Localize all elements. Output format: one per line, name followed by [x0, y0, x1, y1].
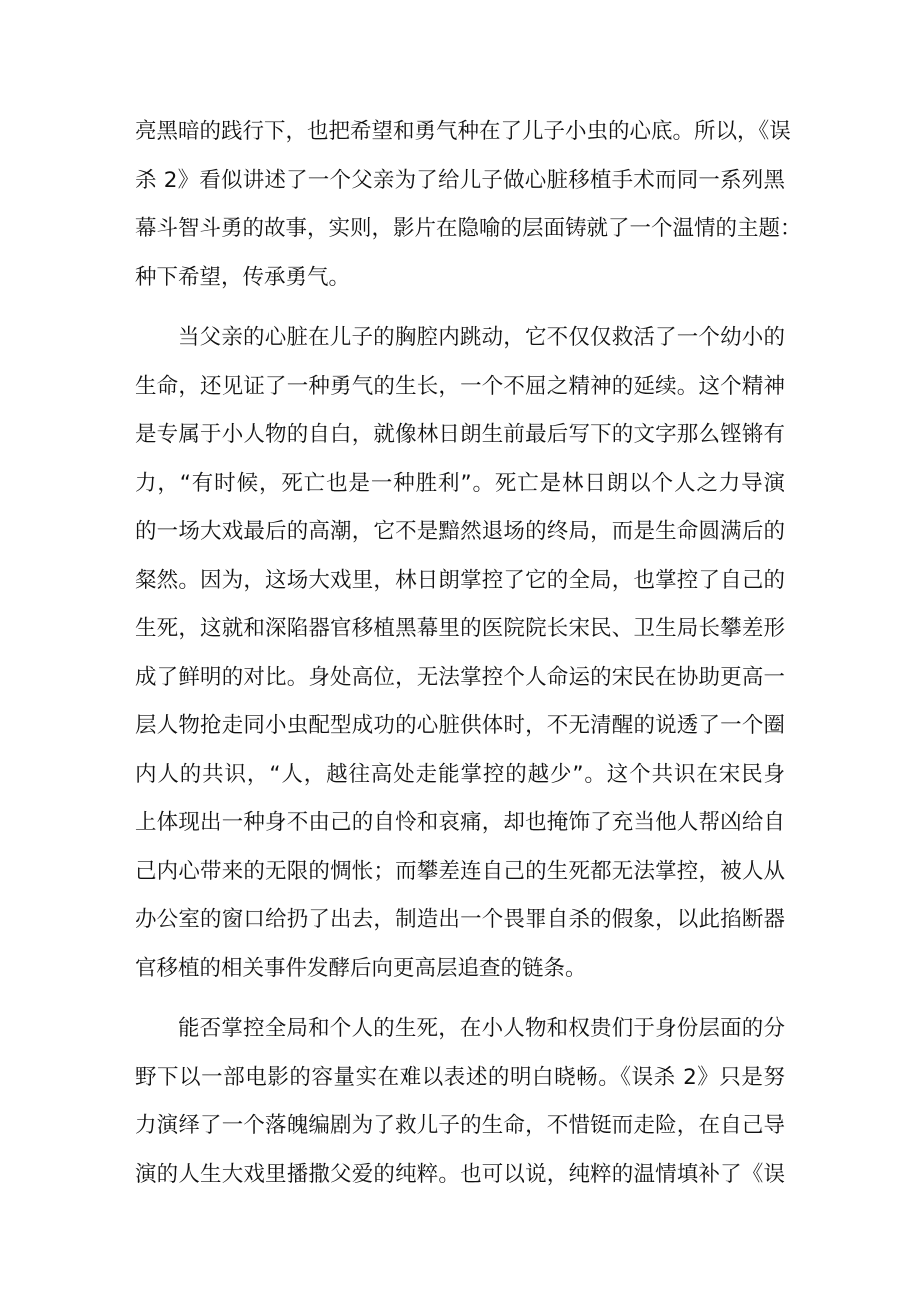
paragraph-continued [135, 108, 802, 302]
text-line: 己内心带来的无限的惆怅；而攀差连自己的生死都无法掌控，被人从 [135, 858, 785, 884]
paragraph-spacer [135, 302, 785, 314]
paragraph [135, 1005, 785, 1199]
text-line: 的一场大戏最后的高潮，它不是黯然退场的终局，而是生命圆满后的 [135, 519, 785, 544]
text-line: 当父亲的心脏在儿子的胸腔内跳动，它不仅仅救活了一个幼小的 [178, 325, 785, 350]
document-body [135, 108, 802, 1199]
text-line: 演的人生大戏里播撒父爱的纯粹。也可以说，纯粹的温情填补了《误 [135, 1161, 785, 1187]
paragraph-spacer [135, 993, 785, 1005]
text-line: 是专属于小人物的自白，就像林日朗生前最后写下的文字那么铿锵有 [135, 422, 785, 447]
text-line: 杀 2》看似讲述了一个父亲为了给儿子做心脏移植手术而同一系列黑 [135, 167, 785, 193]
text-line: 野下以一部电影的容量实在难以表述的明白晓畅。《误杀 2》只是努 [135, 1064, 785, 1090]
text-line: 层人物抢走同小虫配型成功的心脏供体时，不无清醒的说透了一个圈 [135, 713, 785, 738]
text-line: 能否掌控全局和个人的生死，在小人物和权贵们于身份层面的分 [178, 1016, 785, 1041]
text-line: 力演绎了一个落魄编剧为了救儿子的生命，不惜铤而走险，在自己导 [135, 1113, 785, 1138]
text-line: 力，“有时候，死亡也是一种胜利”。死亡是林日朗以个人之力导演 [135, 470, 785, 496]
text-line: 生死，这就和深陷器官移植黑幕里的医院院长宋民、卫生局长攀差形 [135, 616, 785, 641]
text-line: 亮黑暗的践行下，也把希望和勇气种在了儿子小虫的心底。所以，《误 [135, 119, 791, 144]
text-line: 成了鲜明的对比。身处高位，无法掌控个人命运的宋民在协助更高一 [135, 664, 785, 690]
text-line: 种下希望，传承勇气。 [135, 264, 351, 290]
text-line: 粲然。因为，这场大戏里，林日朗掌控了它的全局，也掌控了自己的 [135, 567, 785, 593]
text-line: 官移植的相关事件发酵后向更高层追查的链条。 [135, 955, 587, 981]
text-line: 生命，还见证了一种勇气的生长，一个不屈之精神的延续。这个精神 [135, 373, 785, 399]
text-line: 办公室的窗口给扔了出去，制造出一个畏罪自杀的假象，以此掐断器 [135, 907, 785, 932]
text-line: 幕斗智斗勇的故事，实则，影片在隐喻的层面铸就了一个温情的主题： [135, 216, 802, 241]
text-line: 内人的共识，“人，越往高处走能掌控的越少”。这个共识在宋民身 [135, 761, 785, 787]
paragraph [135, 314, 785, 993]
text-line: 上体现出一种身不由己的自怜和哀痛，却也掩饰了充当他人帮凶给自 [135, 810, 785, 835]
